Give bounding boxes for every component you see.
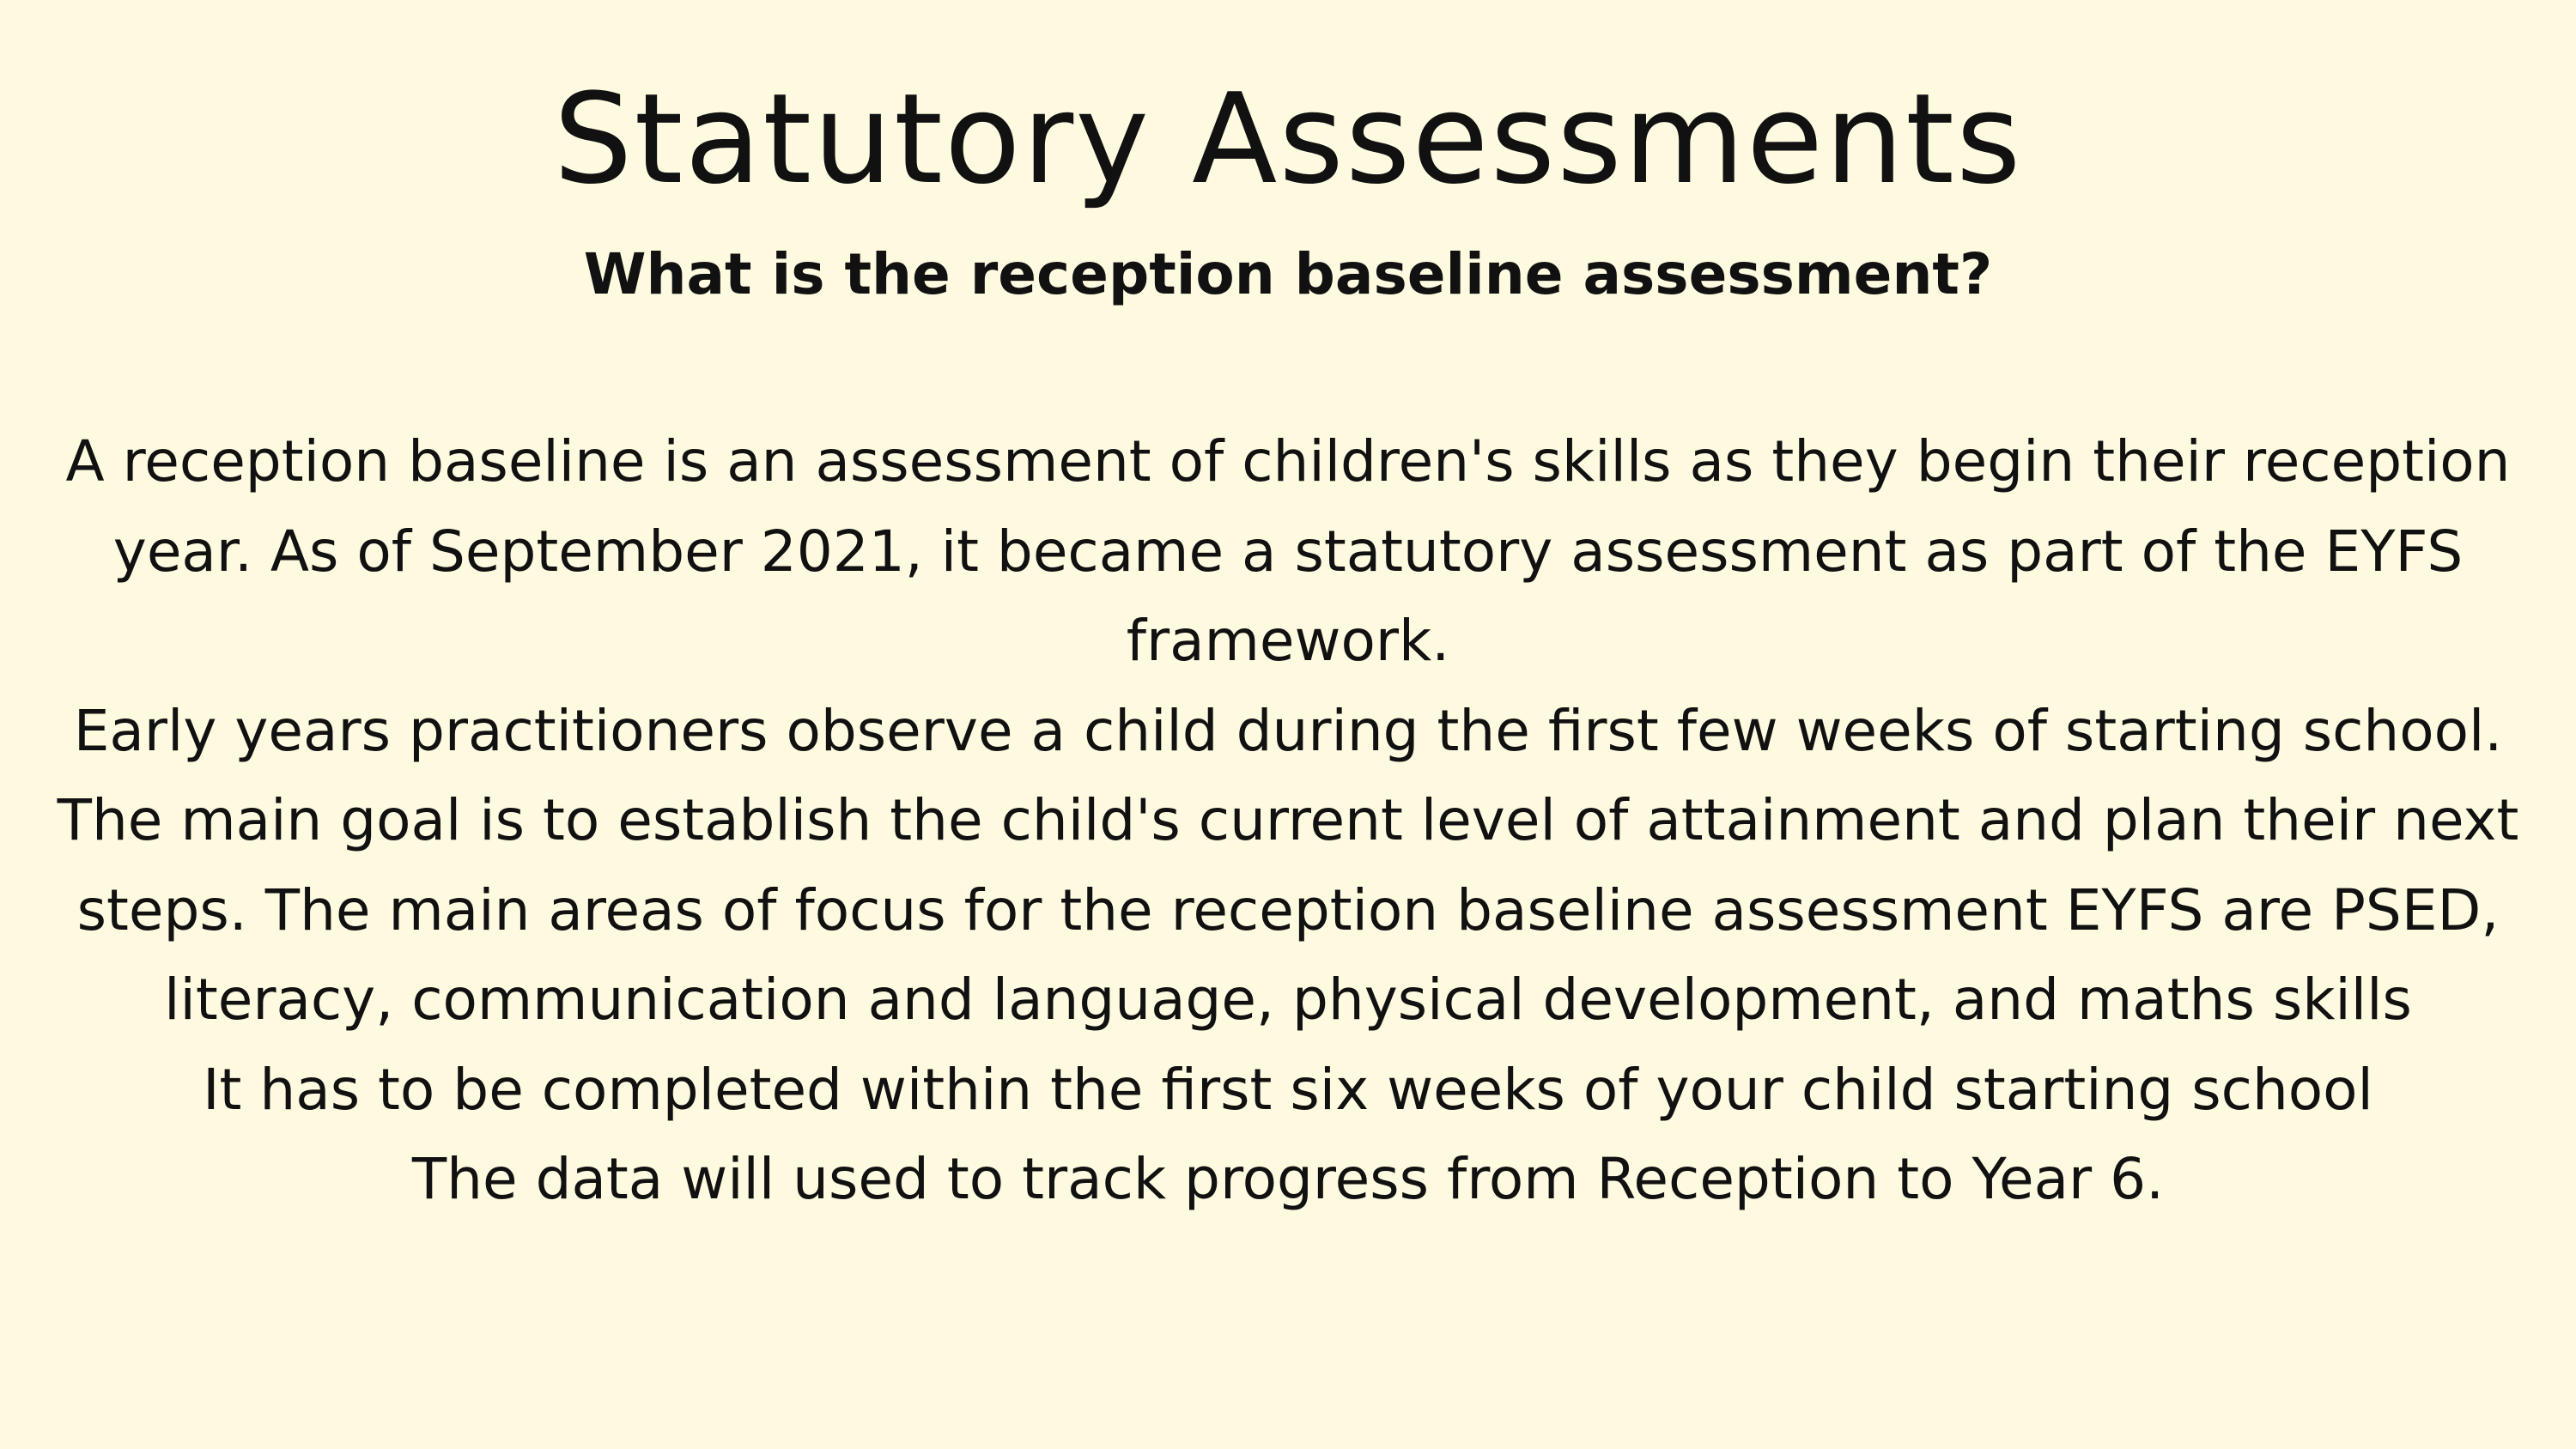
body-line: literacy, communication and language, physical development, and maths skills <box>164 967 2412 1033</box>
body-line: The main goal is to establish the child's current level of attainment and plan their next <box>57 787 2519 853</box>
slide-title: Statutory Assessments <box>553 67 2023 212</box>
body-line: A reception baseline is an assessment of children's skills as they begin their reception <box>65 428 2511 494</box>
body-line: Early years practitioners observe a child during the first few weeks of starting school. <box>73 697 2503 764</box>
body-line: The data will used to track progress from Reception to Year 6. <box>411 1146 2165 1212</box>
body-line: framework. <box>1126 608 1450 674</box>
body-text <box>34 417 2542 1225</box>
body-line: year. As of September 2021, it became a statutory assessment as part of the EYFS <box>112 518 2464 585</box>
body-line: steps. The main areas of focus for the reception baseline assessment EYFS are PSED, <box>76 876 2500 943</box>
body-line: It has to be completed within the first six weeks of your child starting school <box>203 1056 2373 1123</box>
slide-subtitle: What is the reception baseline assessment? <box>583 241 1993 307</box>
